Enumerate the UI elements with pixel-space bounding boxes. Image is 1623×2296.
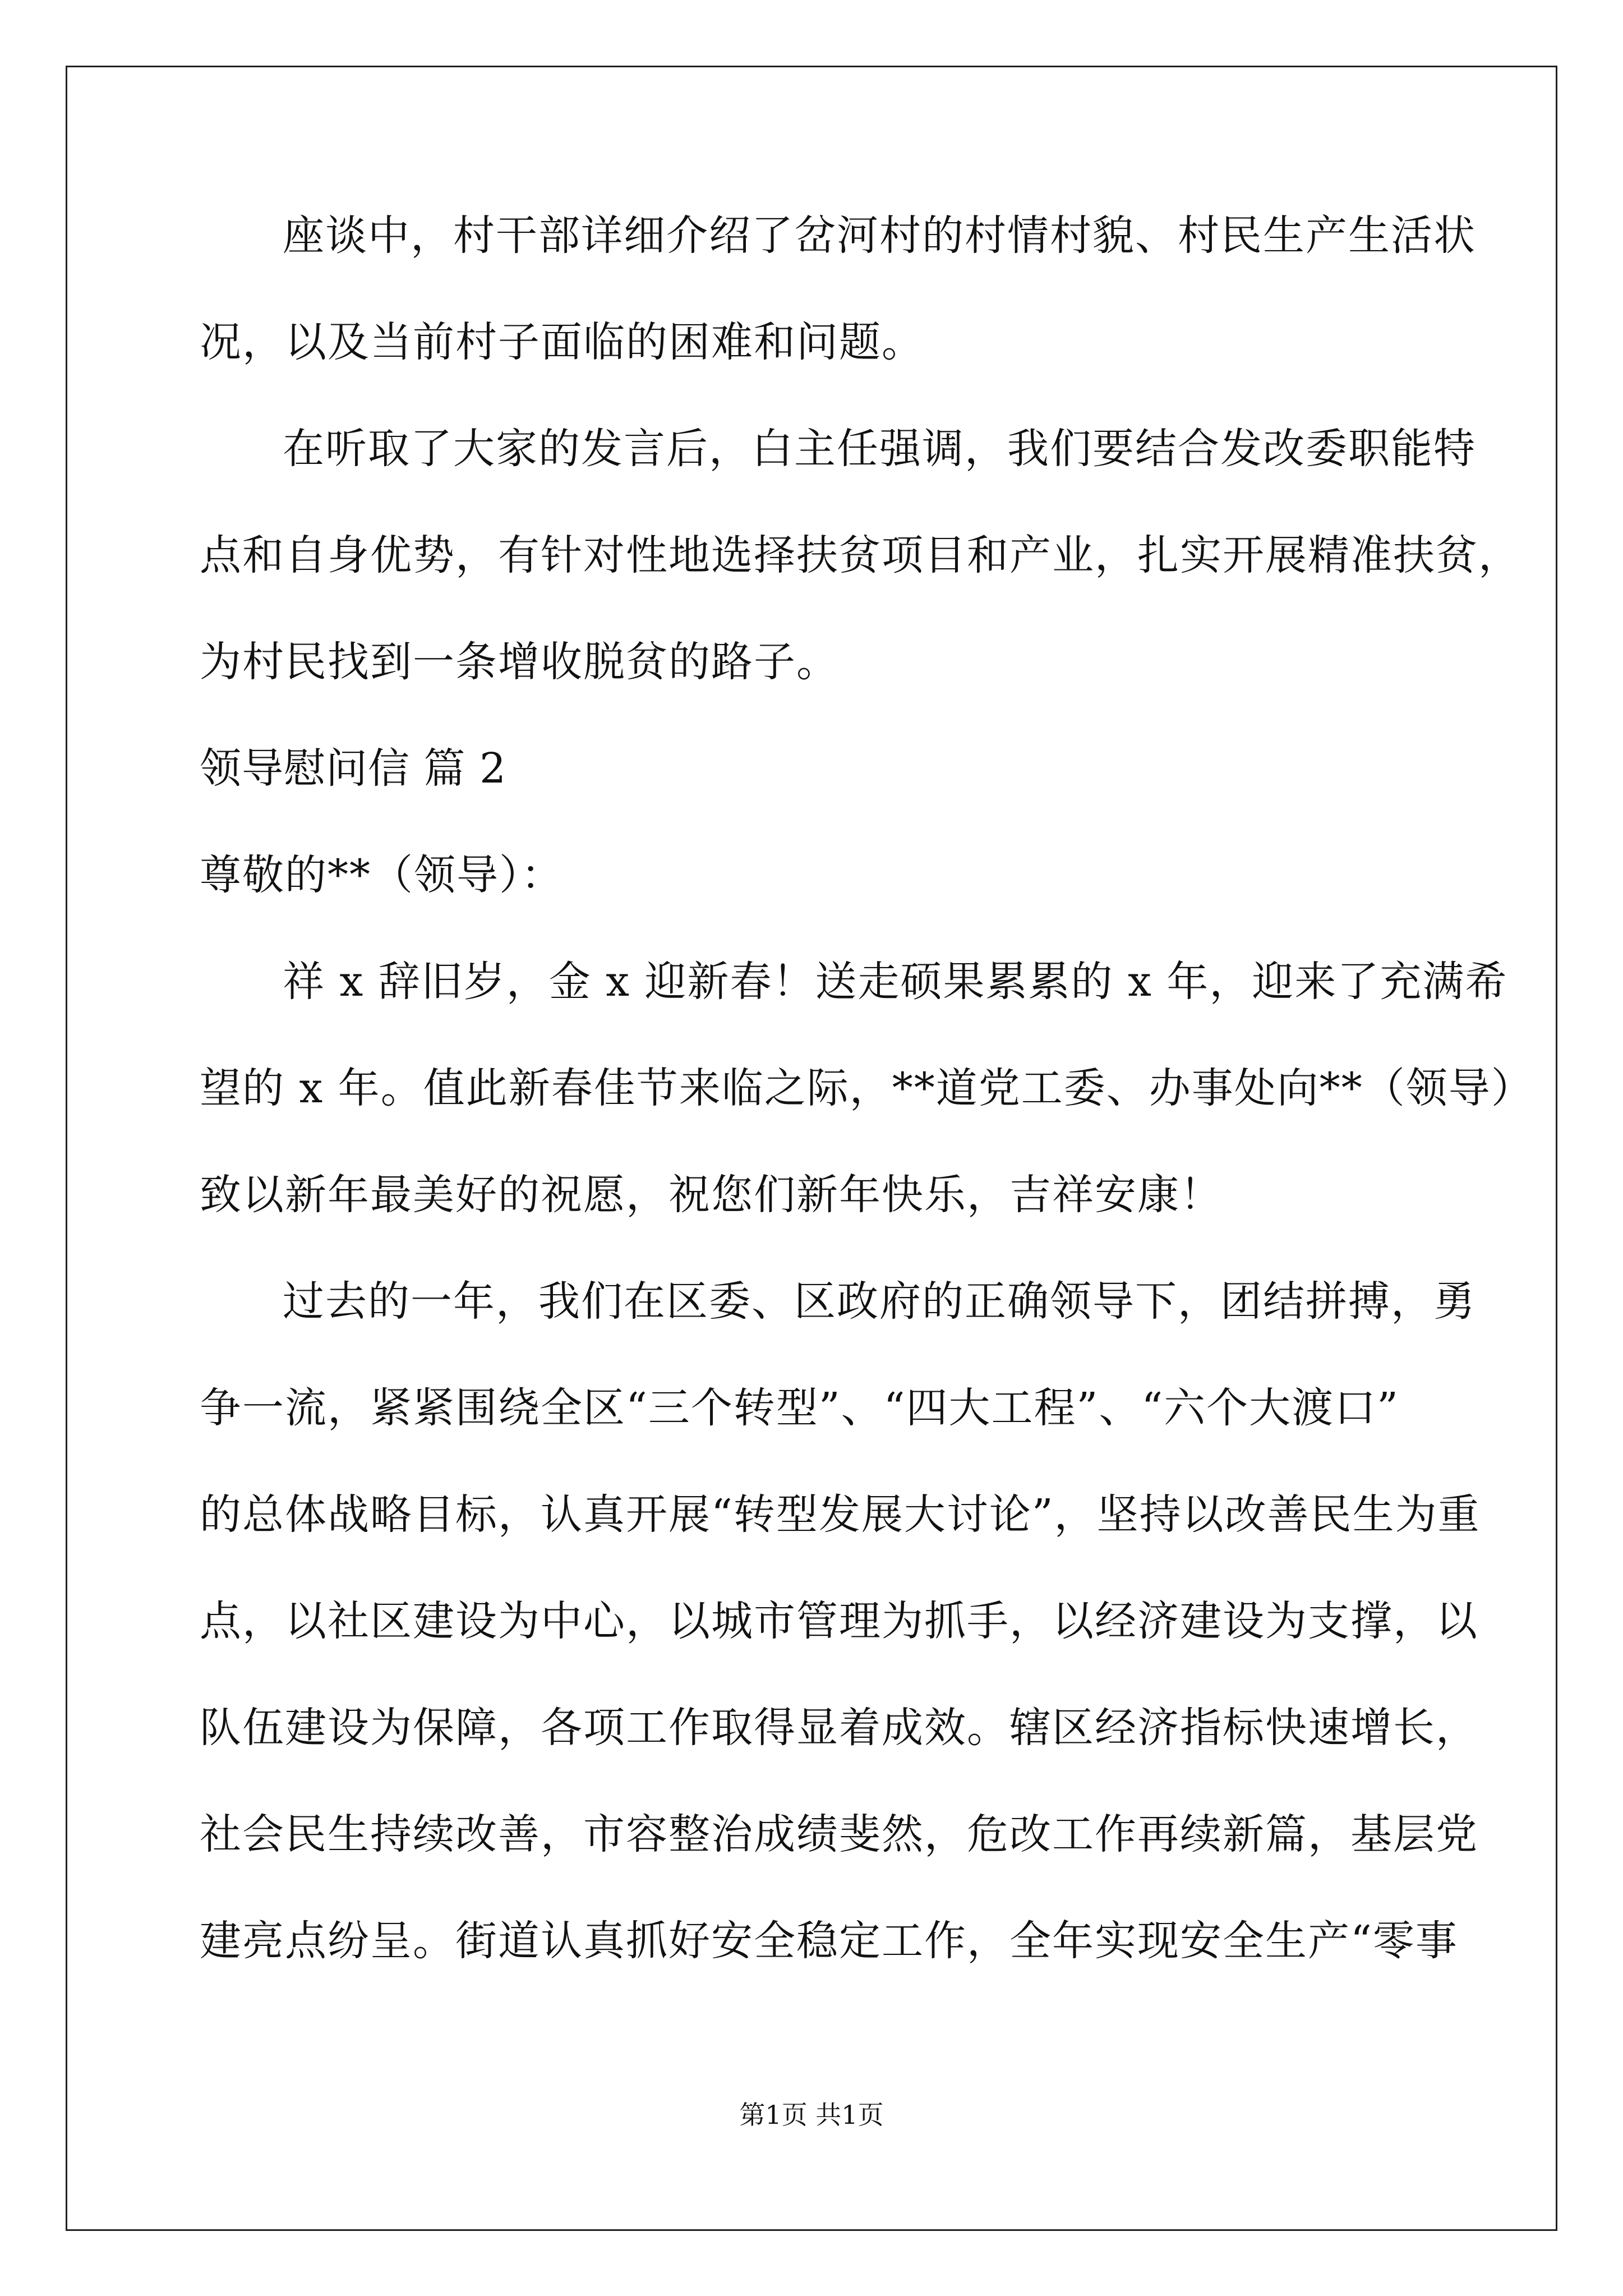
section-heading: 领导慰问信 篇 2 (200, 744, 507, 793)
paragraph-line: 祥 x 辞旧岁，金 x 迎新春！送走硕果累累的 x 年，迎来了充满希 (283, 958, 1508, 1006)
paragraph-line: 座谈中，村干部详细介绍了岔河村的村情村貌、村民生产生活状 (283, 211, 1476, 260)
paragraph-line: 队伍建设为保障，各项工作取得显着成效。辖区经济指标快速增长， (200, 1704, 1478, 1752)
paragraph-line: 社会民生持续改善，市容整治成绩斐然，危改工作再续新篇，基层党 (200, 1810, 1478, 1858)
paragraph-line: 望的 x 年。值此新春佳节来临之际，**道党工委、办事处向**（领导） (200, 1064, 1534, 1112)
paragraph-line: 过去的一年，我们在区委、区政府的正确领导下，团结拼搏，勇 (283, 1277, 1476, 1326)
paragraph-line: 点和自身优势，有针对性地选择扶贫项目和产业，扎实开展精准扶贫， (200, 531, 1521, 579)
paragraph-line: 争一流，紧紧围绕全区“三个转型”、“四大工程”、“六个大渡口” (200, 1384, 1399, 1432)
paragraph-line: 的总体战略目标，认真开展“转型发展大讨论”，坚持以改善民生为重 (200, 1490, 1481, 1539)
paragraph-line: 为村民找到一条增收脱贫的路子。 (200, 638, 839, 686)
page-number-footer: 第1页 共1页 (739, 2100, 884, 2130)
paragraph-line: 建亮点纷呈。街道认真抓好安全稳定工作，全年实现安全生产“零事 (200, 1917, 1458, 1965)
paragraph-line: 点，以社区建设为中心，以城市管理为抓手，以经济建设为支撑，以 (200, 1597, 1478, 1645)
salutation: 尊敬的**（领导）： (200, 851, 564, 899)
paragraph-line: 在听取了大家的发言后，白主任强调，我们要结合发改委职能特 (283, 425, 1476, 473)
paragraph-line: 致以新年最美好的祝愿，祝您们新年快乐，吉祥安康！ (200, 1171, 1223, 1219)
page-border (66, 66, 1557, 2231)
paragraph-line: 况，以及当前村子面临的困难和问题。 (200, 318, 924, 366)
